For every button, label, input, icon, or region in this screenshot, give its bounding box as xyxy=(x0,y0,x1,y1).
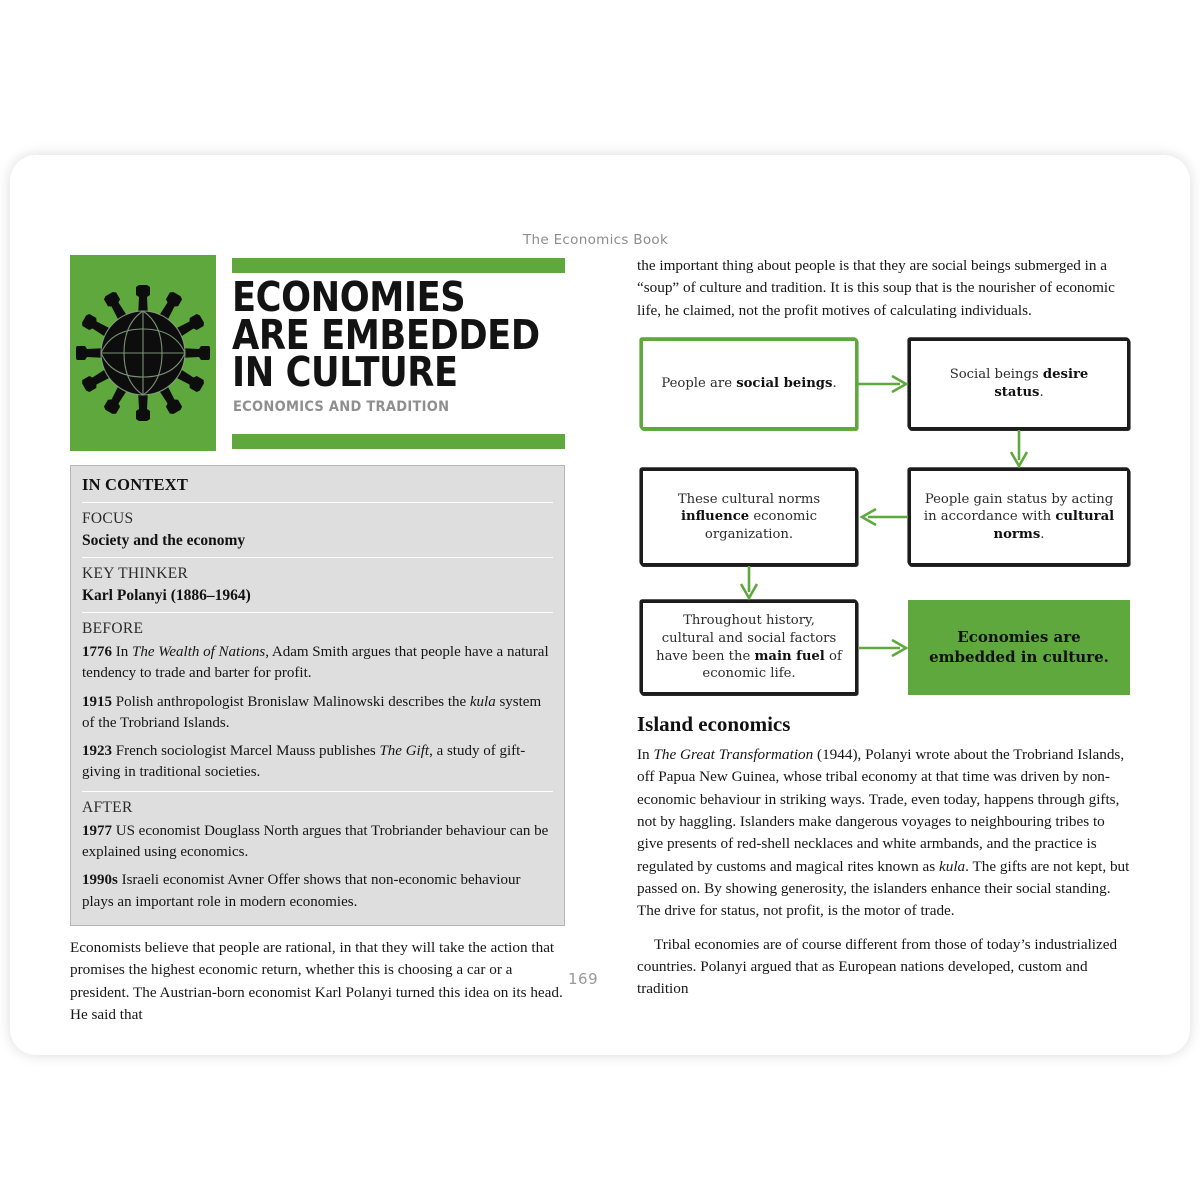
right-body-paragraph: the important thing about people is that they are social beings submerged in a “soup” of culture and tradition. It is this soup that is the nourisher of economic life, he claimed, not the profit motives of calculating individuals. xyxy=(637,257,1115,319)
title-bar-bottom xyxy=(232,434,565,449)
para-italic-1: The Great Transformation xyxy=(653,746,814,764)
right-column xyxy=(637,255,1134,1001)
key-thinker-label: KEY THINKER xyxy=(82,565,189,582)
flow-diagram xyxy=(637,336,1134,696)
box-text-pre: These cultural norms xyxy=(677,491,821,507)
diagram-box-desire-status xyxy=(908,338,1130,430)
page-title-line-1: ECONOMIES xyxy=(232,273,466,321)
box-text-bold: Economies are embedded in culture. xyxy=(929,628,1109,666)
diagram-box-gain-status xyxy=(908,468,1130,566)
key-thinker-value: Karl Polanyi (1886–1964) xyxy=(82,587,251,604)
entry-italic: The Wealth of Nations xyxy=(132,644,266,660)
entry-text-a: Polish anthropologist Bronislaw Malinowski describes the xyxy=(112,693,470,710)
box-text-post: of economic life. xyxy=(702,648,842,682)
entry-italic: The Gift xyxy=(379,743,430,760)
entry-text-b: system of the Trobriand Islands. xyxy=(82,693,542,731)
after-entry xyxy=(82,821,553,864)
box-text-post: . xyxy=(832,376,837,392)
divider xyxy=(82,612,553,613)
box-text-pre: Social beings xyxy=(949,367,1043,383)
entry-text-a: Israeli economist Avner Offer shows that non-economic behaviour plays an important role in modern economies. xyxy=(82,872,521,910)
after-label: AFTER xyxy=(82,798,133,816)
box-text-pre: Throughout history, cultural and social factors have been the xyxy=(656,613,837,664)
running-head: The Economics Book xyxy=(523,232,669,248)
entry-italic: kula xyxy=(469,693,496,710)
page-number: 169 xyxy=(568,970,599,988)
para-text-c: . The gifts are not kept, but passed on. By showing generosity, the islanders enhance their social standing. The drive for status, not profit, is the motor of trade. xyxy=(637,857,1130,920)
entry-text-a: In xyxy=(112,644,132,660)
arrow-down-box2-to-box4 xyxy=(1003,428,1035,472)
entry-year: 1923 xyxy=(82,743,112,760)
chapter-title-block xyxy=(70,255,565,451)
divider xyxy=(82,557,553,558)
box-text-bold: influence xyxy=(680,509,750,525)
island-paragraph-1 xyxy=(637,744,1134,923)
arrow-right-box5-to-box6 xyxy=(857,634,912,662)
box-text-bold: cultural norms xyxy=(993,509,1115,542)
section-heading-island-economics: Island economics xyxy=(637,712,791,737)
left-body-paragraph: Economists believe that people are rational, in that they will take the action that promises the highest economic return, whether this is choosing a car or a president. The Austrian-born economist Karl Polanyi turned this idea on its head. He said that xyxy=(70,938,563,1023)
diagram-box-people-social-beings xyxy=(640,338,858,430)
focus-label: FOCUS xyxy=(82,510,134,527)
before-entry xyxy=(82,642,553,685)
page-title-line-2: ARE EMBEDDED xyxy=(232,310,540,359)
after-entry xyxy=(82,870,553,913)
box-text-bold: social beings xyxy=(736,376,833,392)
left-column xyxy=(70,255,565,1026)
title-text-area xyxy=(226,255,565,451)
before-entry xyxy=(82,692,553,735)
arrow-right-box1-to-box2 xyxy=(856,370,912,398)
before-entry xyxy=(82,741,553,784)
page-title xyxy=(232,273,567,397)
box-text-bold: desire status xyxy=(994,367,1089,401)
divider xyxy=(82,791,553,792)
before-label: BEFORE xyxy=(82,620,144,637)
para-italic-2: kula xyxy=(939,857,966,875)
diagram-box-conclusion xyxy=(908,600,1130,695)
entry-year: 1776 xyxy=(82,644,112,660)
entry-year: 1915 xyxy=(82,693,112,710)
entry-text-b: , a study of gift-giving in traditional societies. xyxy=(82,743,526,781)
page-subtitle: ECONOMICS AND TRADITION xyxy=(233,399,450,416)
diagram-box-cultural-norms-influence xyxy=(640,468,858,566)
focus-value: Society and the economy xyxy=(82,532,246,549)
box-text-pre: People gain status by acting in accordance with xyxy=(923,491,1114,525)
arrow-left-box4-to-box3 xyxy=(858,503,912,531)
entry-text-a: French sociologist Marcel Mauss publishes xyxy=(112,743,380,760)
diagram-box-main-fuel xyxy=(640,600,858,695)
divider xyxy=(82,502,553,503)
page-title-line-3: IN CULTURE xyxy=(232,348,458,397)
box-text-pre: People are xyxy=(661,376,737,392)
in-context-heading: IN CONTEXT xyxy=(82,475,189,494)
island-paragraph-2: Tribal economies are of course different from those of today’s industrialized countries. Polanyi argued that as European nations developed, custom and tradition xyxy=(637,935,1118,998)
box-text-post: . xyxy=(1040,526,1045,542)
arrow-down-box3-to-box5 xyxy=(733,564,765,604)
box-text-bold: main fuel xyxy=(754,648,825,664)
box-text-post: economic organization. xyxy=(704,509,818,542)
entry-text-a: US economist Douglass North argues that Trobriander behaviour can be explained using economics. xyxy=(82,822,549,861)
title-bar-top xyxy=(232,258,565,273)
para-text-b: (1944), Polanyi wrote about the Trobriand Islands, off Papua New Guinea, whose tribal economy at that time was driven by non-economic behaviour in striking ways. Trade, even today, happens through gifts, not by haggling. Islanders make dangerous voyages to neighbouring tribes to give presents of red-shell necklaces and white armbands, and the practice is regulated by customs and magical rites known as xyxy=(637,746,1125,875)
in-context-box xyxy=(70,465,565,926)
box-text-post: . xyxy=(1039,385,1044,401)
entry-year: 1990s xyxy=(82,872,118,889)
para-text-a: In xyxy=(637,746,654,764)
entry-year: 1977 xyxy=(82,822,112,839)
globe-panel xyxy=(70,255,216,451)
entry-text-b: , Adam Smith argues that people have a natural tendency to trade and barter for profit. xyxy=(82,644,549,682)
